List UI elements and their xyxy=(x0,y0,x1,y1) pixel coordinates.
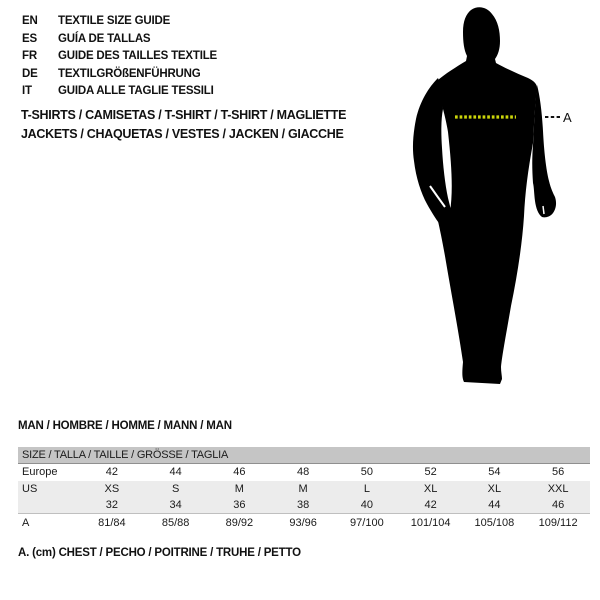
table-cell: 52 xyxy=(399,464,463,481)
table-cell: 38 xyxy=(271,497,335,514)
table-cell: L xyxy=(335,481,399,497)
row-label: A xyxy=(18,514,80,532)
table-cell: 97/100 xyxy=(335,514,399,532)
table-cell: 46 xyxy=(208,464,272,481)
language-title-list xyxy=(22,13,217,101)
table-cell: 85/88 xyxy=(144,514,208,532)
table-cell: 54 xyxy=(463,464,527,481)
table-cell: 89/92 xyxy=(208,514,272,532)
hand-crease xyxy=(543,206,544,214)
table-cell: 50 xyxy=(335,464,399,481)
language-row xyxy=(22,66,217,84)
table-cell: 105/108 xyxy=(463,514,527,532)
table-cell: 46 xyxy=(526,497,590,514)
language-code: FR xyxy=(22,50,37,63)
measurement-footnote: A. (cm) CHEST / PECHO / POITRINE / TRUHE / PETTO xyxy=(18,547,301,559)
table-cell: 109/112 xyxy=(526,514,590,532)
size-table-grid xyxy=(18,464,590,532)
language-code: DE xyxy=(22,67,38,80)
row-label: US xyxy=(18,481,80,497)
table-cell: M xyxy=(208,481,272,497)
garment-category-block xyxy=(21,106,346,143)
table-cell: 101/104 xyxy=(399,514,463,532)
table-cell: 93/96 xyxy=(271,514,335,532)
table-cell: XL xyxy=(463,481,527,497)
man-silhouette-right-arm xyxy=(532,85,556,217)
table-cell: 42 xyxy=(80,464,144,481)
category-line-tshirts: T-SHIRTS / CAMISETAS / T-SHIRT / T-SHIRT / MAGLIETTE xyxy=(21,108,347,122)
table-cell: M xyxy=(271,481,335,497)
language-code: EN xyxy=(22,15,38,27)
table-cell: 40 xyxy=(335,497,399,514)
size-table xyxy=(18,447,590,532)
table-cell: XL xyxy=(399,481,463,497)
language-row xyxy=(22,48,217,66)
language-title: TEXTILE SIZE GUIDE xyxy=(58,15,171,27)
table-cell: 81/84 xyxy=(80,514,144,532)
size-table-header: SIZE / TALLA / TAILLE / GRÖSSE / TAGLIA xyxy=(18,447,590,464)
table-cell: 32 xyxy=(80,497,144,514)
table-cell: XS xyxy=(80,481,144,497)
table-cell: S xyxy=(144,481,208,497)
language-title: TEXTILGRÖßENFÜHRUNG xyxy=(58,67,201,80)
language-title: GUIDA ALLE TAGLIE TESSILI xyxy=(58,85,214,98)
table-cell: 42 xyxy=(399,497,463,514)
row-label xyxy=(18,497,80,514)
table-cell: 34 xyxy=(144,497,208,514)
language-code: ES xyxy=(22,32,37,45)
measure-label-a: A xyxy=(563,110,572,125)
language-code: IT xyxy=(22,85,32,98)
table-cell: 36 xyxy=(208,497,272,514)
man-silhouette-body xyxy=(438,7,537,384)
table-cell: 44 xyxy=(144,464,208,481)
language-row xyxy=(22,31,217,49)
man-silhouette-figure xyxy=(400,0,580,400)
table-cell: 44 xyxy=(463,497,527,514)
man-silhouette-svg xyxy=(400,0,580,400)
table-cell: 56 xyxy=(526,464,590,481)
language-row xyxy=(22,13,217,31)
category-line-jackets: JACKETS / CHAQUETAS / VESTES / JACKEN / GIACCHE xyxy=(21,126,344,141)
language-row xyxy=(22,83,217,101)
table-cell: XXL xyxy=(526,481,590,497)
language-title: GUÍA DE TALLAS xyxy=(58,32,151,45)
row-label: Europe xyxy=(18,464,80,481)
language-title: GUIDE DES TAILLES TEXTILE xyxy=(58,50,217,63)
table-cell: 48 xyxy=(271,464,335,481)
section-title-man: MAN / HOMBRE / HOMME / MANN / MAN xyxy=(18,420,232,432)
